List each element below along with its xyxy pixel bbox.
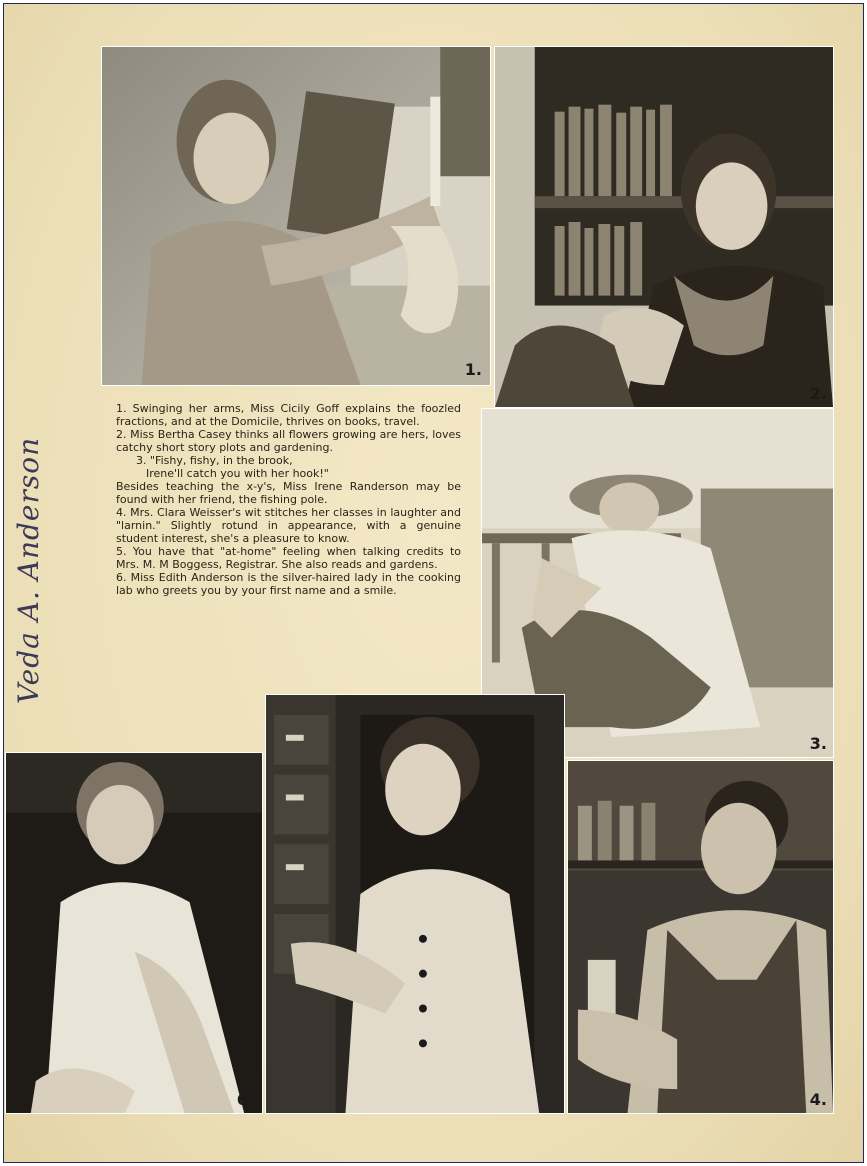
caption-item-3-verse-2: Irene'll catch you with her hook!" [146, 467, 329, 480]
caption-block [116, 402, 461, 597]
photo-number-1: 1. [464, 360, 482, 379]
photo-number-3: 3. [809, 734, 827, 753]
photo-1-cicily-goff [101, 46, 491, 386]
photo-number-4: 4. [809, 1090, 827, 1109]
handwritten-signature [10, 414, 50, 714]
caption-item-3-verse-1: 3. "Fishy, fishy, in the brook, [136, 454, 293, 467]
photo-number-6: 6. [236, 1090, 254, 1109]
photo-4-clara-weisser [567, 760, 834, 1114]
yearbook-page [3, 3, 864, 1163]
caption-item-3: Besides teaching the x-y's, Miss Irene Randerson may be found with her friend, the fishing pole. [116, 480, 461, 506]
caption-item-6: 6. Miss Edith Anderson is the silver-haired lady in the cooking lab who greets you by your first name and a smile. [116, 571, 461, 597]
caption-item-5: 5. You have that "at-home" feeling when talking credits to Mrs. M. M Boggess, Registrar. She also reads and gardens. [116, 545, 461, 571]
caption-item-1: 1. Swinging her arms, Miss Cicily Goff explains the foozled fractions, and at the Domicile, thrives on books, travel. [116, 402, 461, 428]
photo-6-edith-anderson [5, 752, 263, 1114]
caption-item-2: 2. Miss Bertha Casey thinks all flowers growing are hers, loves catchy short story plots and gardening. [116, 428, 461, 454]
signature-text: Veda A. Anderson [12, 436, 45, 704]
photo-number-2: 2. [809, 384, 827, 403]
photo-2-bertha-casey [494, 46, 834, 408]
photo-5-boggess [265, 694, 565, 1114]
caption-item-4: 4. Mrs. Clara Weisser's wit stitches her classes in laughter and "larnin." Slightly rotund in appearance, with a genuine student interest, she's a pleasure to know. [116, 506, 461, 545]
